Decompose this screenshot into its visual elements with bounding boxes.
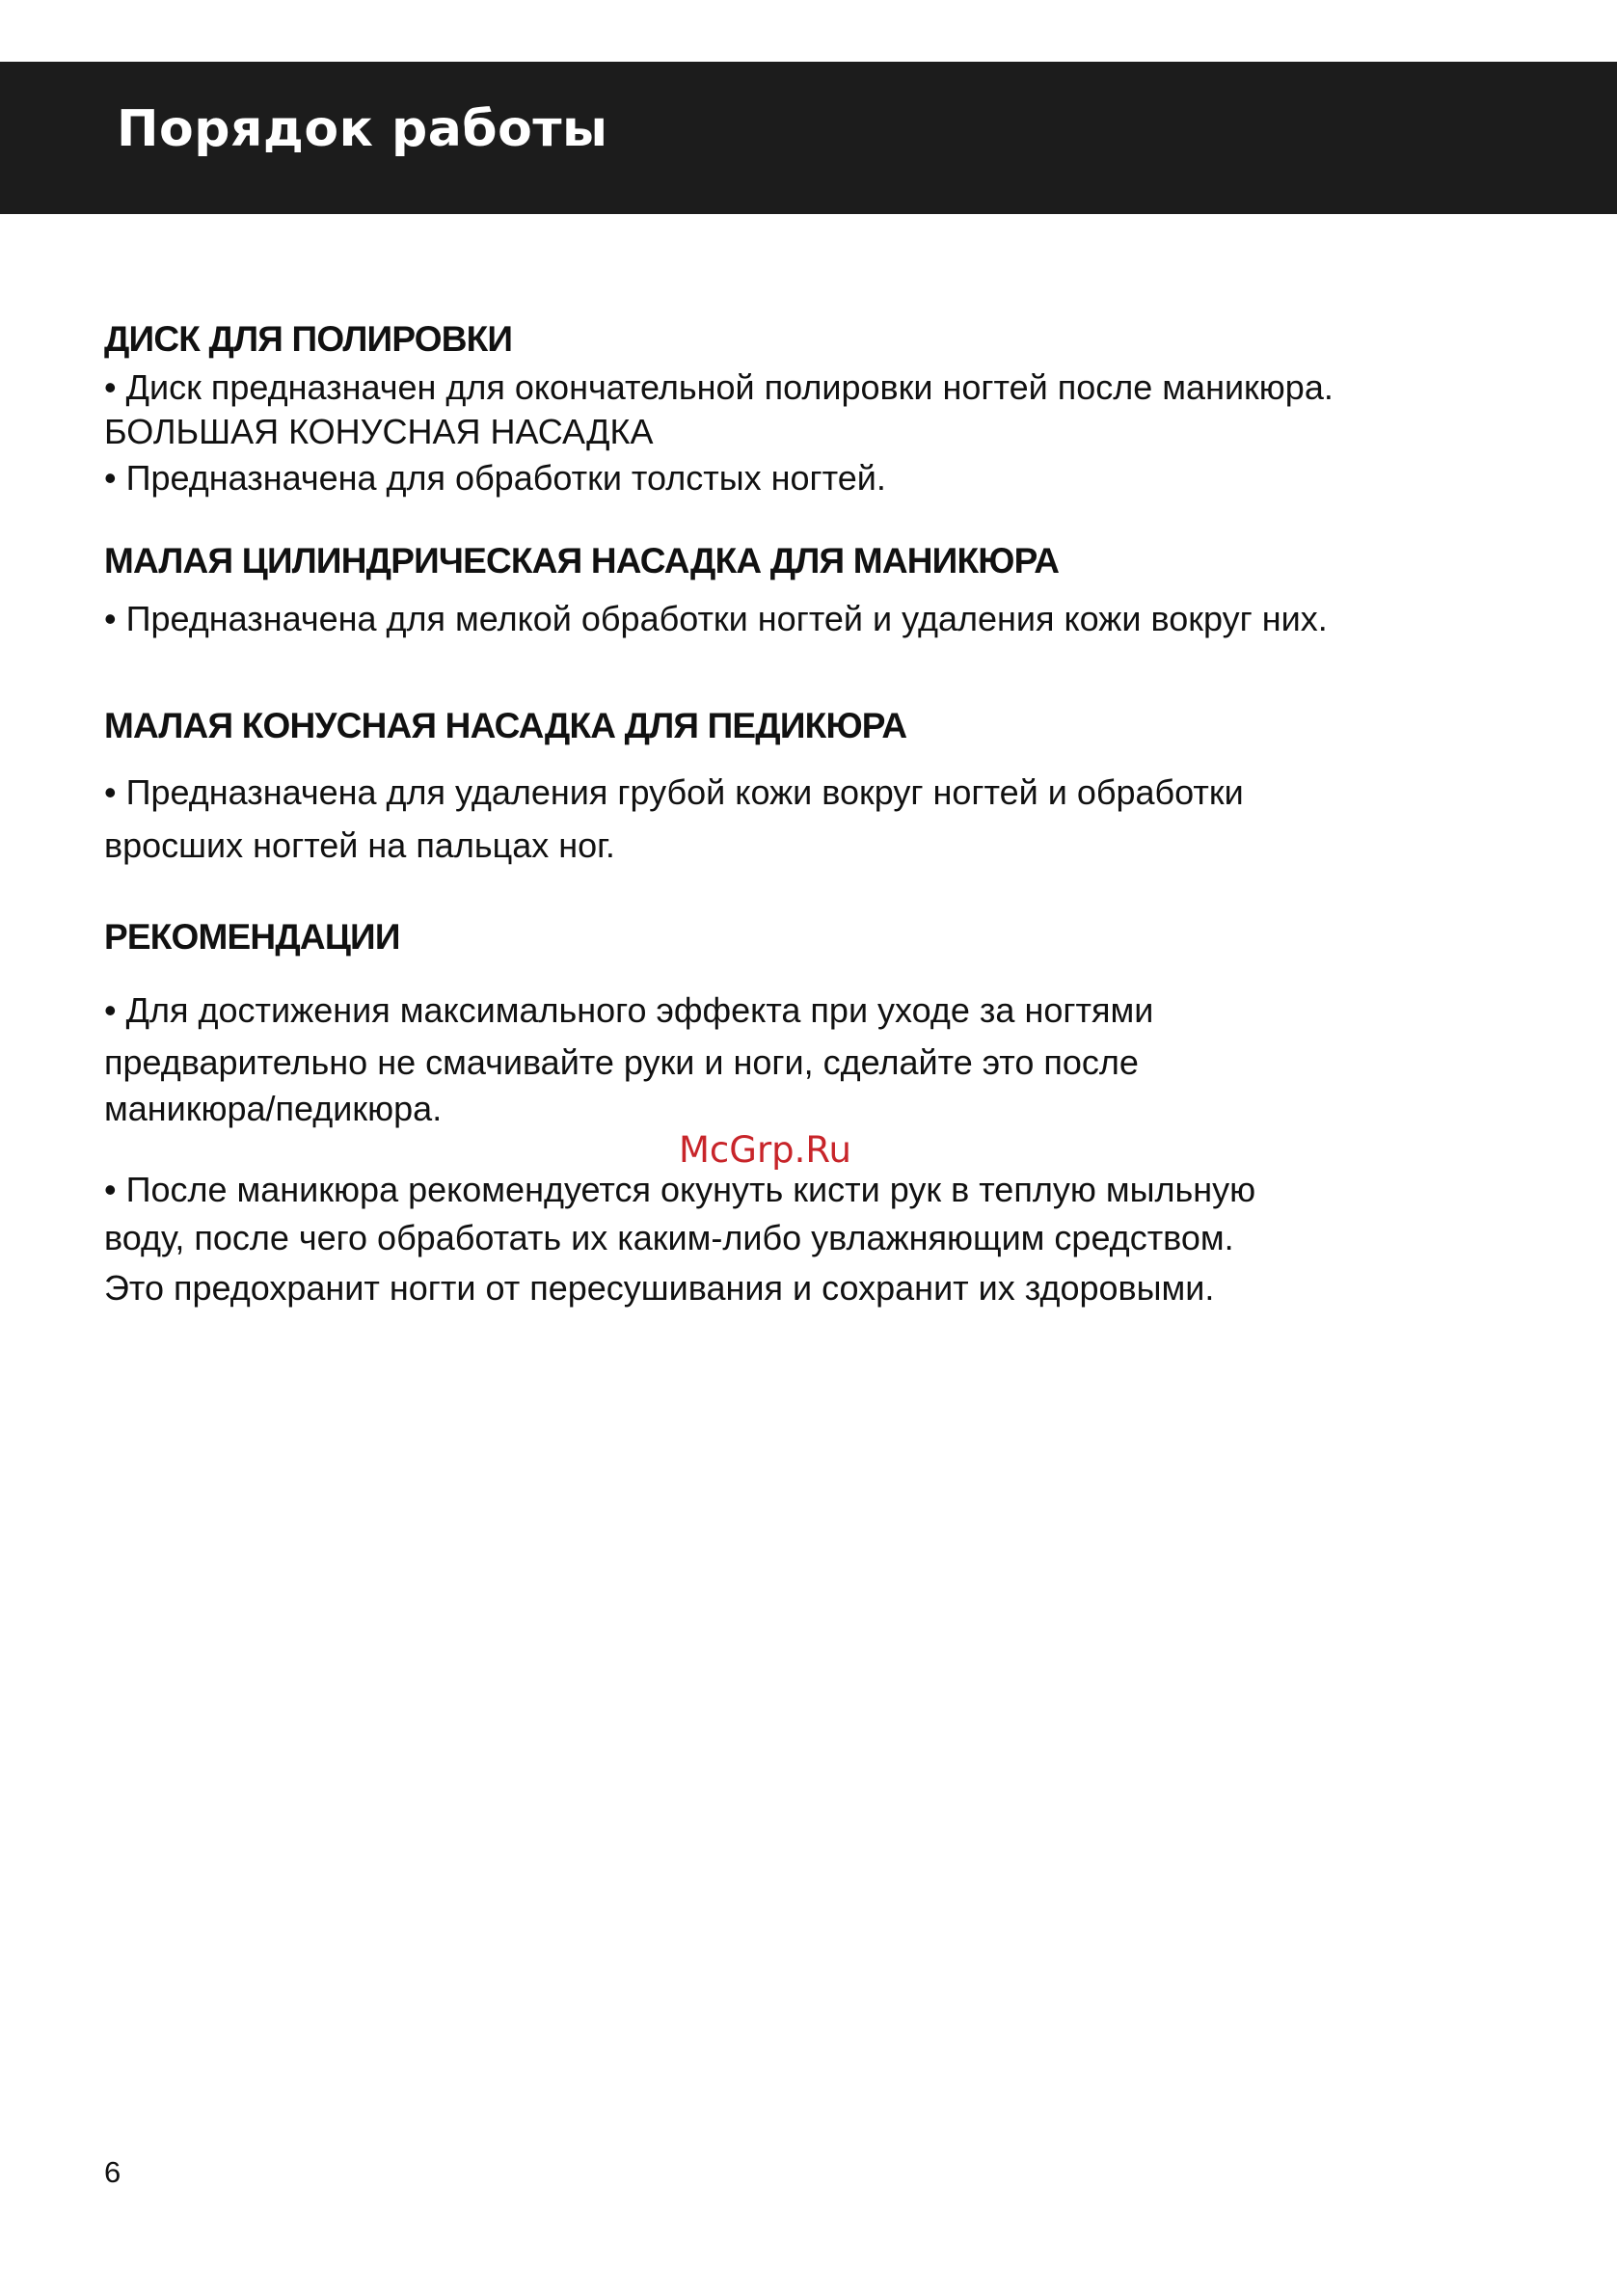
text-line: • Для достижения максимального эффекта при уходе за ногтями: [104, 990, 1154, 1030]
text-line: вросших ногтей на пальцах ног.: [104, 825, 615, 865]
text-line: Это предохранит ногти от пересушивания и сохранит их здоровыми.: [104, 1268, 1215, 1308]
watermark: McGrp.Ru: [679, 1129, 851, 1171]
section-heading-small-cylinder-manicure: МАЛАЯ ЦИЛИНДРИЧЕСКАЯ НАСАДКА ДЛЯ МАНИКЮРА: [104, 541, 1060, 581]
text-line: • Предназначена для удаления грубой кожи вокруг ногтей и обработки: [104, 772, 1244, 812]
page-number: 6: [104, 2155, 121, 2189]
section-heading-small-cone-pedicure: МАЛАЯ КОНУСНАЯ НАСАДКА ДЛЯ ПЕДИКЮРА: [104, 706, 907, 745]
section-heading-recommendations: РЕКОМЕНДАЦИИ: [104, 917, 400, 957]
text-line: • Диск предназначен для окончательной полировки ногтей после маникюра.: [104, 367, 1334, 407]
text-line: • После маникюра рекомендуется окунуть кисти рук в теплую мыльную: [104, 1170, 1256, 1209]
text-line: предварительно не смачивайте руки и ноги, сделайте это после: [104, 1042, 1139, 1082]
text-line: маникюра/педикюра.: [104, 1089, 443, 1128]
text-line: • Предназначена для мелкой обработки ногтей и удаления кожи вокруг них.: [104, 599, 1328, 638]
subheading-large-cone-attachment: БОЛЬШАЯ КОНУСНАЯ НАСАДКА: [104, 412, 654, 451]
text-line: воду, после чего обработать их каким-либо увлажняющим средством.: [104, 1218, 1234, 1257]
text-line: • Предназначена для обработки толстых ногтей.: [104, 458, 886, 498]
page-title: Порядок работы: [117, 100, 608, 158]
section-heading-polishing-disc: ДИСК ДЛЯ ПОЛИРОВКИ: [104, 319, 513, 359]
